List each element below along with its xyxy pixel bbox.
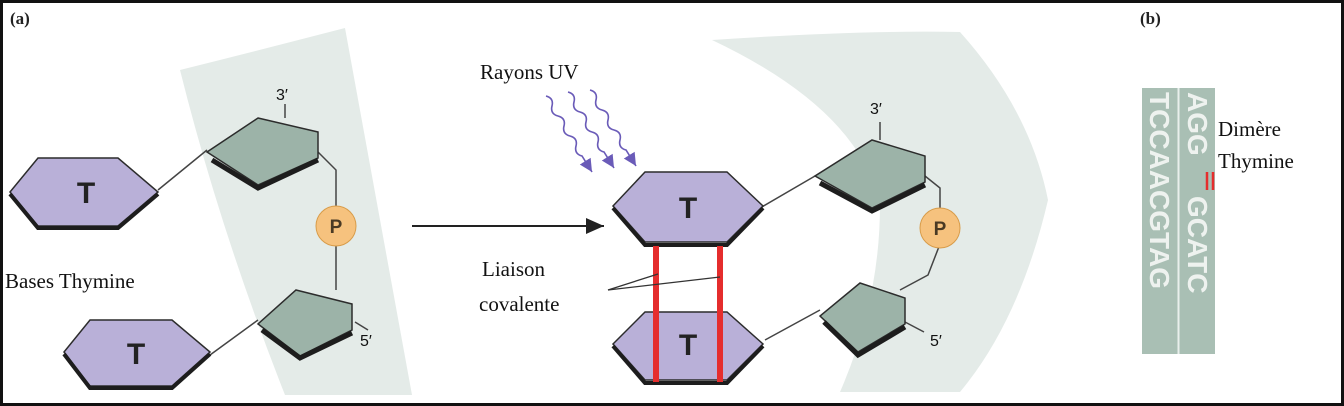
dimer-label-line2: Thymine — [1218, 149, 1294, 173]
sequence-strand-1: TCCAACGTAG — [1144, 92, 1175, 290]
right-thymine-top-label: T — [678, 192, 698, 225]
sequence-strand-2-bottom: GCATC — [1182, 196, 1213, 294]
right-5prime-label: 5′ — [930, 333, 942, 350]
left-thymine-top-label: T — [76, 177, 96, 210]
panel-label-a: (a) — [10, 9, 30, 28]
sequence-strand-2-top: AGG — [1182, 92, 1213, 156]
left-5prime-label: 5′ — [360, 333, 372, 350]
dimer-label-line1: Dimère — [1218, 117, 1281, 141]
right-glycosidic-bond-top — [760, 176, 815, 208]
dna-sequence-panel — [1142, 88, 1294, 354]
left-nucleotide-pair — [10, 28, 412, 395]
left-glycosidic-bond-top — [158, 150, 207, 190]
left-glycosidic-bond-bottom — [210, 320, 258, 355]
right-thymine-bottom-label: T — [678, 329, 698, 362]
panel-label-b: (b) — [1140, 9, 1161, 28]
uv-rays — [546, 90, 636, 172]
right-3prime-label: 3′ — [870, 101, 882, 118]
left-phosphate-label: P — [329, 217, 343, 238]
bond-label-line2: covalente — [479, 292, 560, 316]
left-thymine-bottom-label: T — [126, 338, 146, 371]
right-nucleotide-pair — [613, 32, 1048, 392]
right-phosphate-label: P — [933, 219, 947, 240]
bond-label-line1: Liaison — [482, 257, 545, 281]
uv-label: Rayons UV — [480, 60, 579, 84]
left-3prime-label: 3′ — [276, 87, 288, 104]
right-glycosidic-bond-bottom — [765, 310, 820, 340]
bond-pointer-lines — [608, 274, 720, 290]
bases-thymine-label: Bases Thymine — [5, 269, 135, 293]
